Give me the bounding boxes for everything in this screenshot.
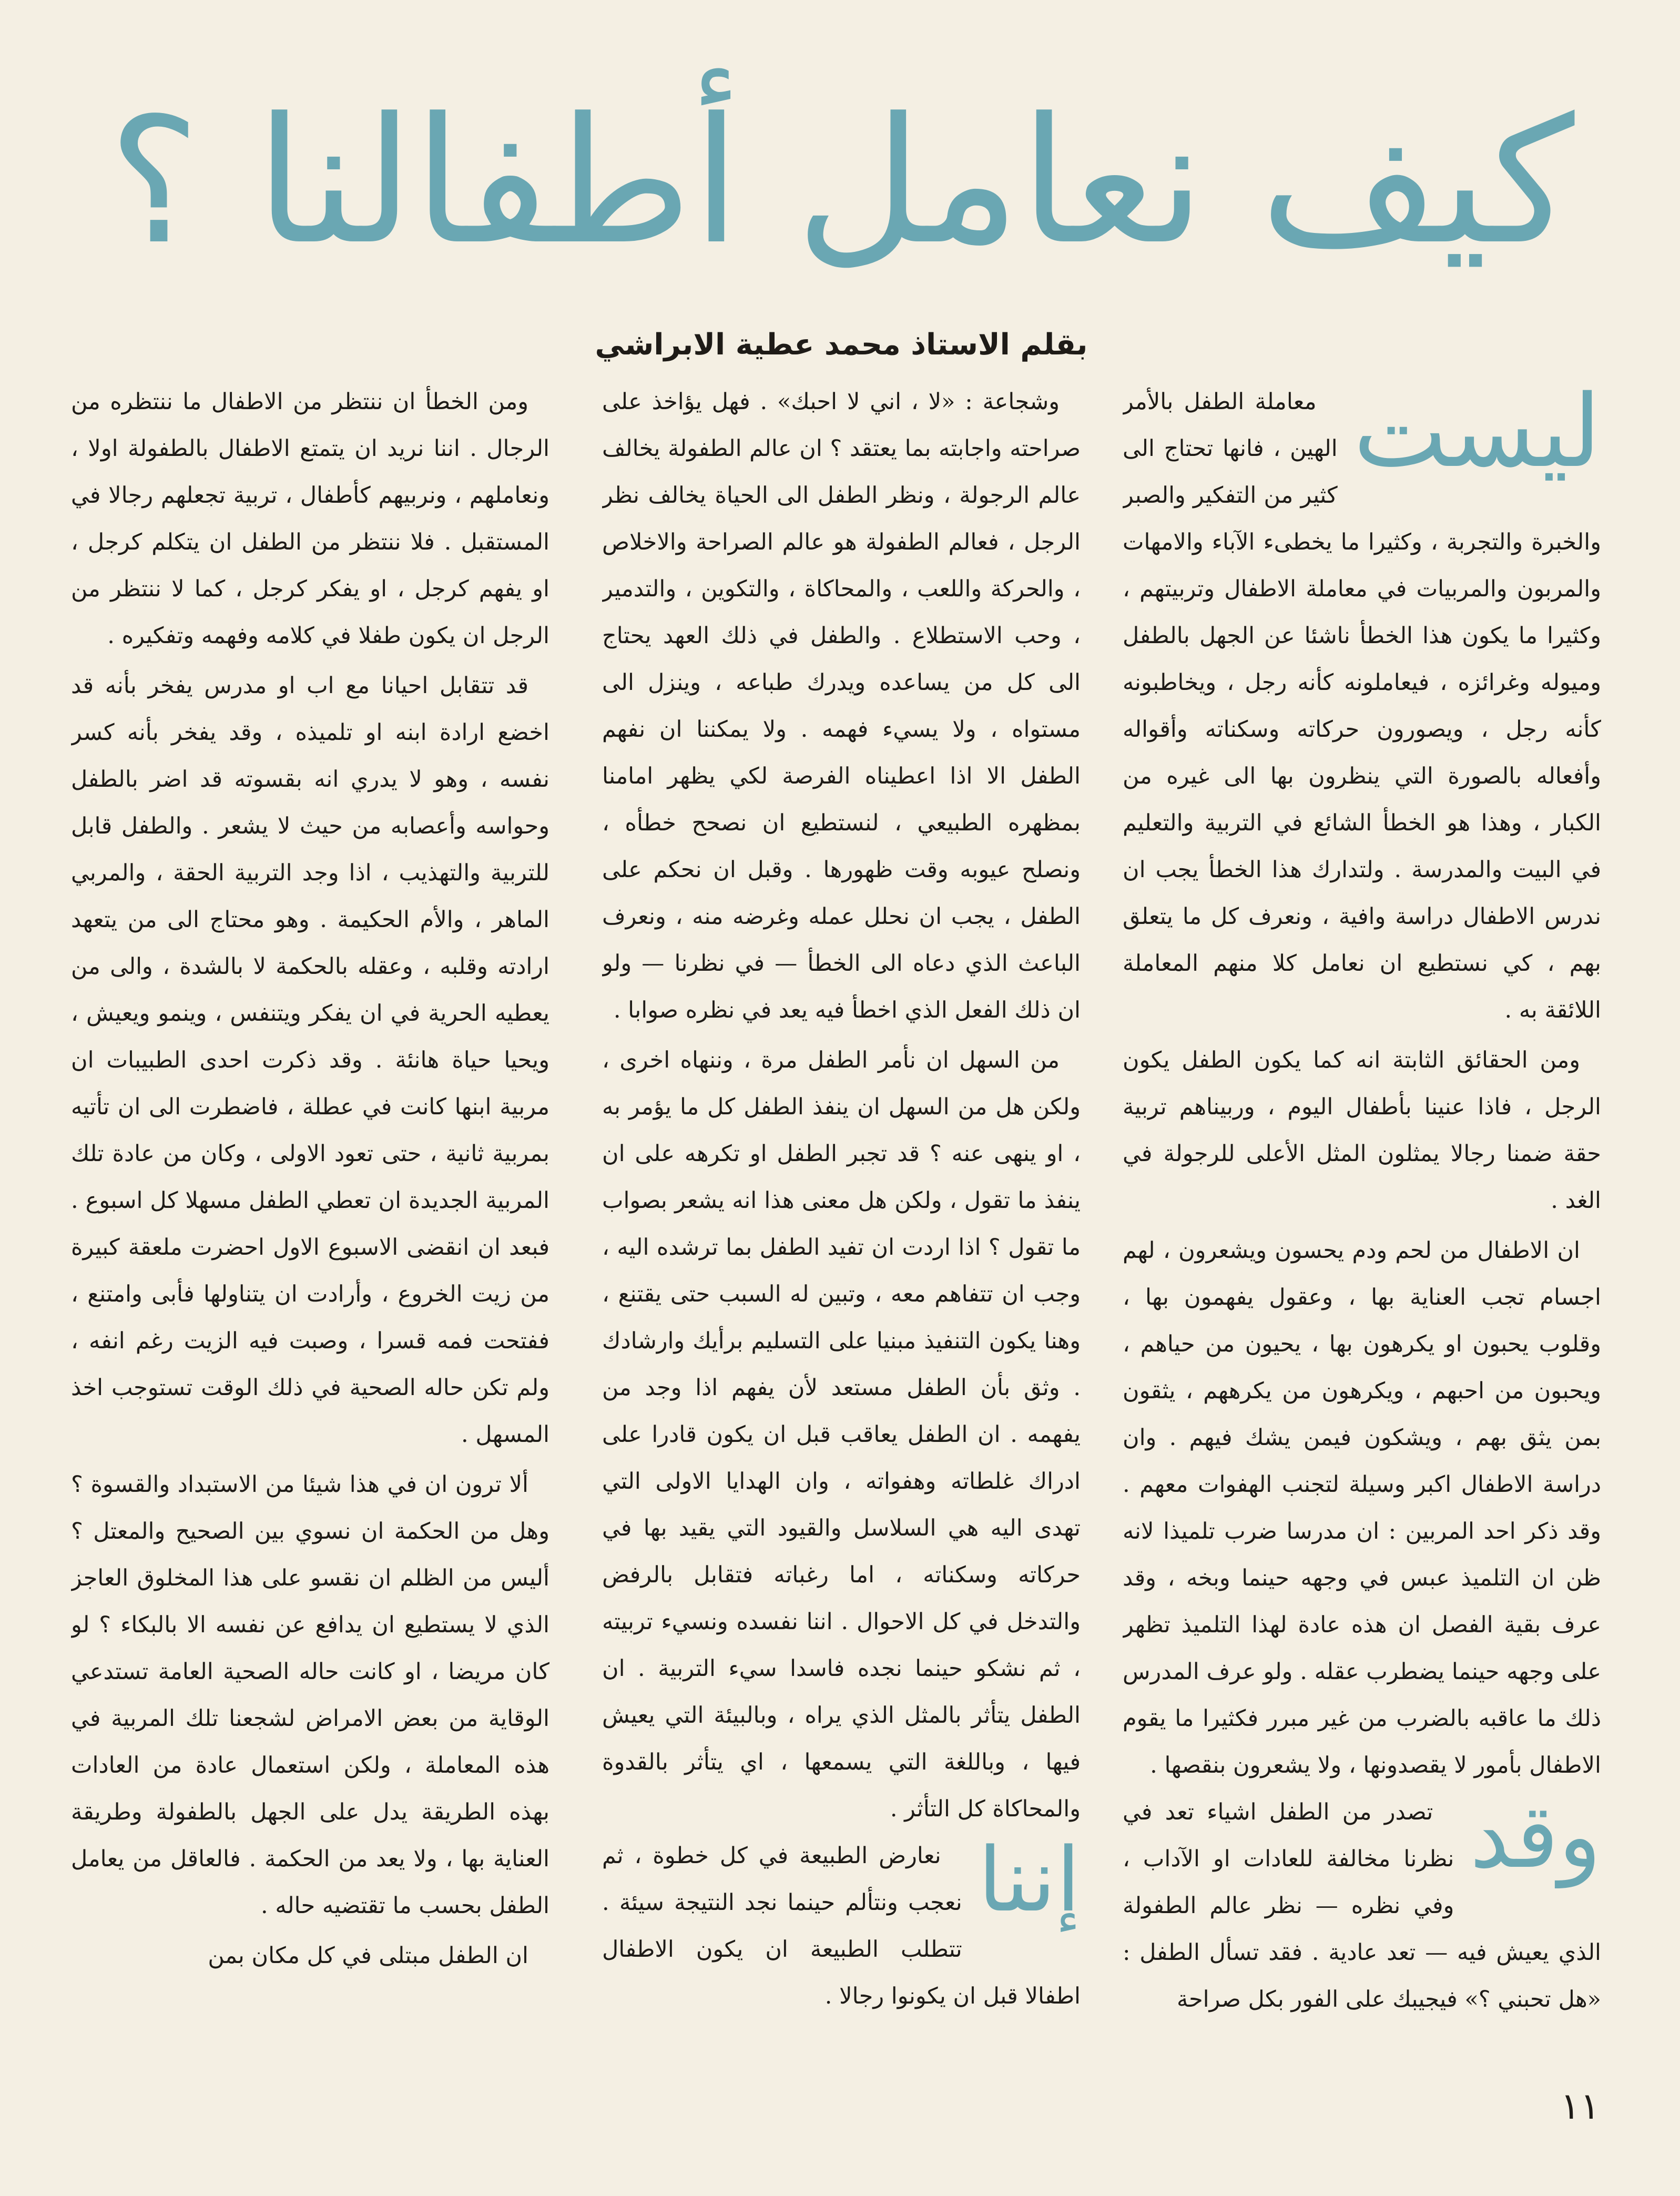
paragraph: وشجاعة : «لا ، اني لا احبك» . فهل يؤاخذ على صراحته واجابته بما يعتقد ؟ ان عالم الطفولة يخالف عالم الرجولة ، ونظر الطفل الى الحياة يخالف نظر الرجل ، فعالم الطفولة هو عالم الصراحة والاخلاص ، والحركة واللعب ، والمحاكاة ، والتكوين ، والتدمير ، وحب الاستطلاع . والطفل في ذلك العهد يحتاج الى كل من يساعده ويدرك طباعه ، وينزل الى مستواه ، ولا يسيء فهمه . ولا يمكننا ان نفهم الطفل الا اذا اعطيناه الفرصة لكي يظهر امامنا بمظهره الطبيعي ، لنستطيع ان نصحح خطأه ، ونصلح عيوبه وقت ظهورها . وقبل ان نحكم على الطفل ، يجب ان نحلل عمله وغرضه منه ، ونعرف الباعث الذي دعاه الى الخطأ — في نظرنا — ولو ان ذلك الفعل الذي اخطأ فيه يعد في نظره صوابا .: [602, 389, 1081, 1023]
paragraph: ومن الخطأ ان ننتظر من الاطفال ما ننتظره من الرجال . اننا نريد ان يتمتع الاطفال بالطفولة اولا ، ونعاملهم ، ونربيهم كأطفال ، تربية تجعلهم رجالا في المستقبل . فلا ننتظر من الطفل ان يتكلم كرجل ، او يفهم كرجل ، او يفكر كرجل ، كما لا ننتظر من الرجل ان يكون طفلا في كلامه وفهمه وتفكيره .: [71, 389, 549, 649]
drop-cap: إننا: [978, 1828, 1081, 1931]
drop-cap: ليست: [1353, 379, 1601, 490]
paragraph: معاملة الطفل بالأمر الهين ، فانها تحتاج الى كثير من التفكير والصبر والخبرة والتجربة ، وكثيرا ما يخطىء الآباء والامهات والمربون والمربيات في معاملة الاطفال وتربيتهم ، وكثيرا ما يكون هذا الخطأ ناشئا عن الجهل بالطفل وميوله وغرائزه ، فيعاملونه كأنه رجل ، ويخاطبونه كأنه رجل ، ويصورون حركاته وسكناته وأقواله وأفعاله بالصورة التي ينظرون بها الى غيره من الكبار ، وهذا هو الخطأ الشائع في التربية والتعليم في البيت والمدرسة . ولتدارك هذا الخطأ يجب ان ندرس الاطفال دراسة وافية ، ونعرف كل ما يتعلق بهم ، كي نستطيع ان نعامل كلا منهم المعاملة اللائقة به .: [1123, 389, 1601, 1023]
article-column-2: [602, 379, 1081, 2056]
author-byline: بقلم الاستاذ محمد عطية الابراشي: [595, 327, 1088, 362]
paragraph: قد تتقابل احيانا مع اب او مدرس يفخر بأنه قد اخضع ارادة ابنه او تلميذه ، وقد يفخر بأنه كسر نفسه ، وهو لا يدري انه بقسوته قد اضر بالطفل وحواسه وأعصابه من حيث لا يشعر . والطفل قابل للتربية والتهذيب ، اذا وجد التربية الحقة ، والمربي الماهر ، والأم الحكيمة . وهو محتاج الى من يتعهد ارادته وقلبه ، وعقله بالحكمة لا بالشدة ، والى من يعطيه الحرية في ان يفكر ويتنفس ، وينمو ويعيش ، ويحيا حياة هانئة . وقد ذكرت احدى الطبيبات ان مربية ابنها كانت في عطلة ، فاضطرت الى ان تأتيه بمربية ثانية ، حتى تعود الاولى ، وكان من عادة تلك المربية الجديدة ان تعطي الطفل مسهلا كل اسبوع . فبعد ان انقضى الاسبوع الاول احضرت ملعقة كبيرة من زيت الخروع ، وأرادت ان يتناولها فأبى وامتنع ، ففتحت فمه قسرا ، وصبت فيه الزيت رغم انفه ، ولم تكن حاله الصحية في ذلك الوقت تستوجب اخذ المسهل .: [71, 673, 549, 1448]
paragraph: ان الاطفال من لحم ودم يحسون ويشعرون ، لهم اجسام تجب العناية بها ، وعقول يفهمون بها ، وقلوب يحبون او يكرهون بها ، يحيون من حياهم ، ويحبون من احبهم ، ويكرهون من يكرههم ، يثقون بمن يثق بهم ، ويشكون فيمن يشك فيهم . وان دراسة الاطفال اكبر وسيلة لتجنب الهفوات معهم . وقد ذكر احد المربين : ان مدرسا ضرب تلميذا لانه ظن ان التلميذ عبس في وجهه حينما وبخه ، وقد عرف بقية الفصل ان هذه عادة لهذا التلميذ تظهر على وجهه حينما يضطرب عقله . ولو عرف المدرس ذلك ما عاقبه بالضرب من غير مبرر فكثيرا ما يقوم الاطفال بأمور لا يقصدونها ، ولا يشعرون بنقصها .: [1123, 1237, 1601, 1778]
page-number: ١١: [1560, 2085, 1600, 2128]
drop-cap: وقد: [1470, 1785, 1601, 1888]
paragraph: تصدر من الطفل اشياء تعد في نظرنا مخالفة للعادات او الآداب ، وفي نظره — نظر عالم الطفولة الذي يعيش فيه — تعد عادية . فقد تسأل الطفل : «هل تحبني ؟» فيجيبك على الفور بكل صراحة: [1123, 1799, 1601, 2012]
paragraph: ومن الحقائق الثابتة انه كما يكون الطفل يكون الرجل ، فاذا عنينا بأطفال اليوم ، وربيناهم تربية حقة ضمنا رجالا يمثلون المثل الأعلى للرجولة في الغد .: [1123, 1047, 1601, 1214]
paragraph: من السهل ان نأمر الطفل مرة ، وننهاه اخرى ، ولكن هل من السهل ان ينفذ الطفل كل ما يؤمر به ، او ينهى عنه ؟ قد تجبر الطفل او تكرهه على ان ينفذ ما تقول ، ولكن هل معنى هذا انه يشعر بصواب ما تقول ؟ اذا اردت ان تفيد الطفل بما ترشده اليه ، وجب ان تتفاهم معه ، وتبين له السبب حتى يقتنع ، وهنا يكون التنفيذ مبنيا على التسليم برأيك وارشادك . وثق بأن الطفل مستعد لأن يفهم اذا وجد من يفهمه . ان الطفل يعاقب قبل ان يكون قادرا على ادراك غلطاته وهفواته ، وان الهدايا الاولى التي تهدى اليه هي السلاسل والقيود التي يقيد بها في حركاته وسكناته ، اما رغباته فتقابل بالرفض والتدخل في كل الاحوال . اننا نفسده ونسيء تربيته ، ثم نشكو حينما نجده فاسدا سيء التربية . ان الطفل يتأثر بالمثل الذي يراه ، وبالبيئة التي يعيش فيها ، وباللغة التي يسمعها ، اي يتأثر بالقدوة والمحاكاة كل التأثر .: [602, 1047, 1081, 1822]
article-title: كيف نعامل أطفالنا ؟: [108, 80, 1575, 282]
article-column-3: [71, 379, 549, 2056]
paragraph: ان الطفل مبتلى في كل مكان بمن: [208, 1943, 528, 1969]
article-column-1: [1123, 379, 1601, 2056]
paragraph: نعارض الطبيعة في كل خطوة ، ثم نعجب ونتألم حينما نجد النتيجة سيئة . تتطلب الطبيعة ان يكون الاطفال اطفالا قبل ان يكونوا رجالا .: [602, 1843, 1081, 2009]
paragraph: ألا ترون ان في هذا شيئا من الاستبداد والقسوة ؟ وهل من الحكمة ان نسوي بين الصحيح والمعتل ؟ أليس من الظلم ان نقسو على هذا المخلوق العاجز الذي لا يستطيع ان يدافع عن نفسه الا بالبكاء ؟ لو كان مريضا ، او كانت حاله الصحية العامة تستدعي الوقاية من بعض الامراض لشجعنا تلك المربية في هذه المعاملة ، ولكن استعمال عادة من العادات بهذه الطريقة يدل على الجهل بالطفولة وطريقة العناية بها ، ولا يعد من الحكمة . فالعاقل من يعامل الطفل بحسب ما تقتضيه حاله .: [71, 1471, 549, 1919]
